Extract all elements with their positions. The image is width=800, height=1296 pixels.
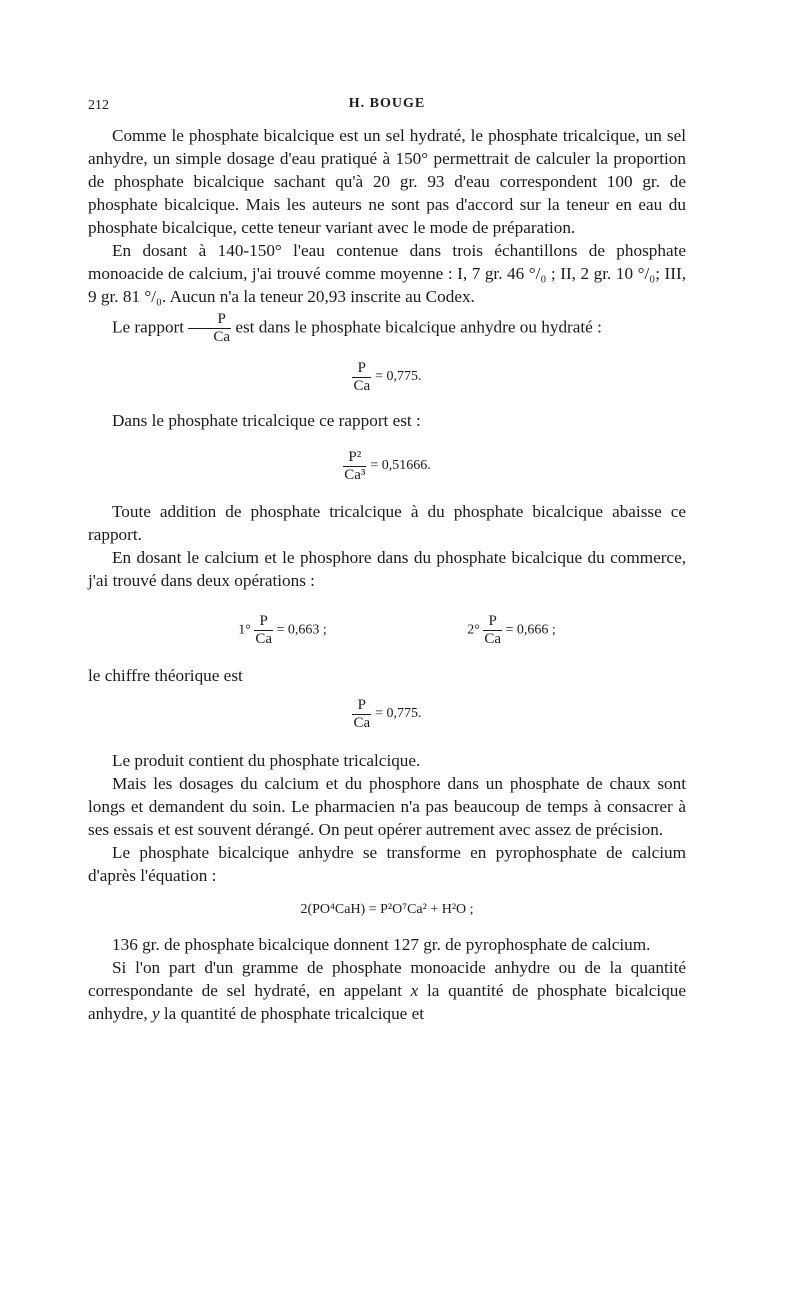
variables-text-c: la quantité de phosphate tricalcique et bbox=[163, 1004, 424, 1023]
eq1-fraction bbox=[352, 361, 371, 394]
equation-tricalcique-ratio bbox=[88, 442, 686, 490]
eq2-value: = 0,51666. bbox=[370, 458, 431, 473]
ratio-text-after: est dans le phosphate bicalcique anhydre ou hydraté : bbox=[235, 317, 602, 337]
equation-operations bbox=[88, 606, 686, 654]
paragraph-dosages: Mais les dosages du calcium et du phosphore dans un phosphate de chaux sont longs et demandent du soin. Le pharmacien n'a pas beaucoup de temps à consacrer à ses essais et est souvent dérangé. On peut opérer autrement avec assez de précision. bbox=[88, 774, 686, 839]
running-header bbox=[88, 92, 686, 118]
eq5-value: = 0,775. bbox=[375, 706, 422, 721]
eq2-numerator: P² bbox=[343, 450, 366, 467]
paragraph-addition: Toute addition de phosphate tricalcique à du phosphate bicalcique abaisse ce rapport. bbox=[88, 502, 686, 544]
variables-text-a: Si l'on part d'un gramme de phosphate monoacide anhydre ou de la quantité correspondante de sel hydraté, en appelant bbox=[88, 958, 686, 1000]
ratio-denominator: Ca bbox=[213, 329, 231, 345]
eq5-fraction bbox=[352, 698, 371, 731]
paragraph-transformation: Le phosphate bicalcique anhydre se transforme en pyrophosphate de calcium d'après l'équation : bbox=[88, 843, 686, 885]
eq4-value: = 0,666 ; bbox=[505, 622, 556, 638]
eq3-value: = 0,663 ; bbox=[276, 622, 327, 638]
operation-1 bbox=[238, 614, 327, 647]
paragraph-tricalcique-ratio: Dans le phosphate tricalcique ce rapport est : bbox=[112, 411, 421, 430]
eq4-fraction bbox=[483, 614, 502, 647]
variable-y: y bbox=[151, 1004, 160, 1023]
ratio-fraction bbox=[188, 312, 231, 345]
ratio-numerator: P bbox=[188, 312, 231, 329]
eq1-numerator: P bbox=[352, 361, 371, 378]
page-number: 212 bbox=[88, 98, 109, 113]
eq3-fraction bbox=[254, 614, 273, 647]
eq1-denominator: Ca bbox=[353, 377, 371, 394]
paragraph-water-content: Comme le phosphate bicalcique est un sel hydraté, le phosphate tricalcique, un sel anhydre, un simple dosage d'eau pratiqué à 150° permettrait de calculer la proportion de phosphate bicalcique sachant qu'à 20 gr. 93 d'eau correspondent 100 gr. de phosphate bicalcique. Mais les auteurs ne sont pas d'accord sur la teneur en eau du phosphate bicalcique, cette teneur variant avec le mode de préparation. bbox=[88, 126, 686, 237]
paragraph-ratio bbox=[88, 312, 686, 345]
book-page bbox=[88, 92, 686, 1025]
paragraph-variables bbox=[88, 956, 686, 1025]
eq5-numerator: P bbox=[352, 698, 371, 715]
eq3-label: 1° bbox=[238, 622, 251, 638]
eq1-value: = 0,775. bbox=[375, 369, 422, 384]
eq4-label: 2° bbox=[467, 622, 480, 638]
ratio-text-before: Le rapport bbox=[112, 317, 185, 337]
equation-bicalcique-ratio bbox=[88, 355, 686, 399]
variables-text-b: la quantité de phosphate bicalcique anhydre, bbox=[88, 981, 687, 1023]
paragraph-theoretical: le chiffre théorique est bbox=[88, 666, 243, 685]
paragraph-operations: En dosant le calcium et le phosphore dans du phosphate bicalcique du commerce, j'ai trouvé dans deux opérations : bbox=[88, 548, 686, 590]
eq3-numerator: P bbox=[254, 614, 273, 631]
variable-x: x bbox=[410, 981, 419, 1000]
paragraph-product: Le produit contient du phosphate tricalcique. bbox=[112, 751, 421, 770]
equation-theoretical bbox=[88, 691, 686, 737]
chemical-equation: 2(PO⁴CaH) = P²O⁷Ca² + H²O ; bbox=[300, 902, 474, 917]
eq2-denominator: Ca³ bbox=[344, 466, 366, 483]
operation-2 bbox=[467, 614, 556, 647]
eq2-fraction bbox=[343, 450, 366, 483]
eq4-numerator: P bbox=[483, 614, 502, 631]
eq4-denominator: Ca bbox=[484, 630, 501, 647]
eq5-denominator: Ca bbox=[353, 714, 371, 731]
paragraph-yield: 136 gr. de phosphate bicalcique donnent 127 gr. de pyrophosphate de calcium. bbox=[112, 935, 651, 954]
eq3-denominator: Ca bbox=[255, 630, 272, 647]
running-head-author: H. BOUGE bbox=[348, 96, 426, 111]
paragraph-sample-results: En dosant à 140-150° l'eau contenue dans trois échantillons de phosphate monoacide de calcium, j'ai trouvé comme moyenne : I, 7 gr. 46 °/₀ ; II, 2 gr. 10 °/₀; III, 9 gr. 81 °/₀. Aucun n'a la teneur 20,93 inscrite au Codex. bbox=[88, 241, 686, 306]
